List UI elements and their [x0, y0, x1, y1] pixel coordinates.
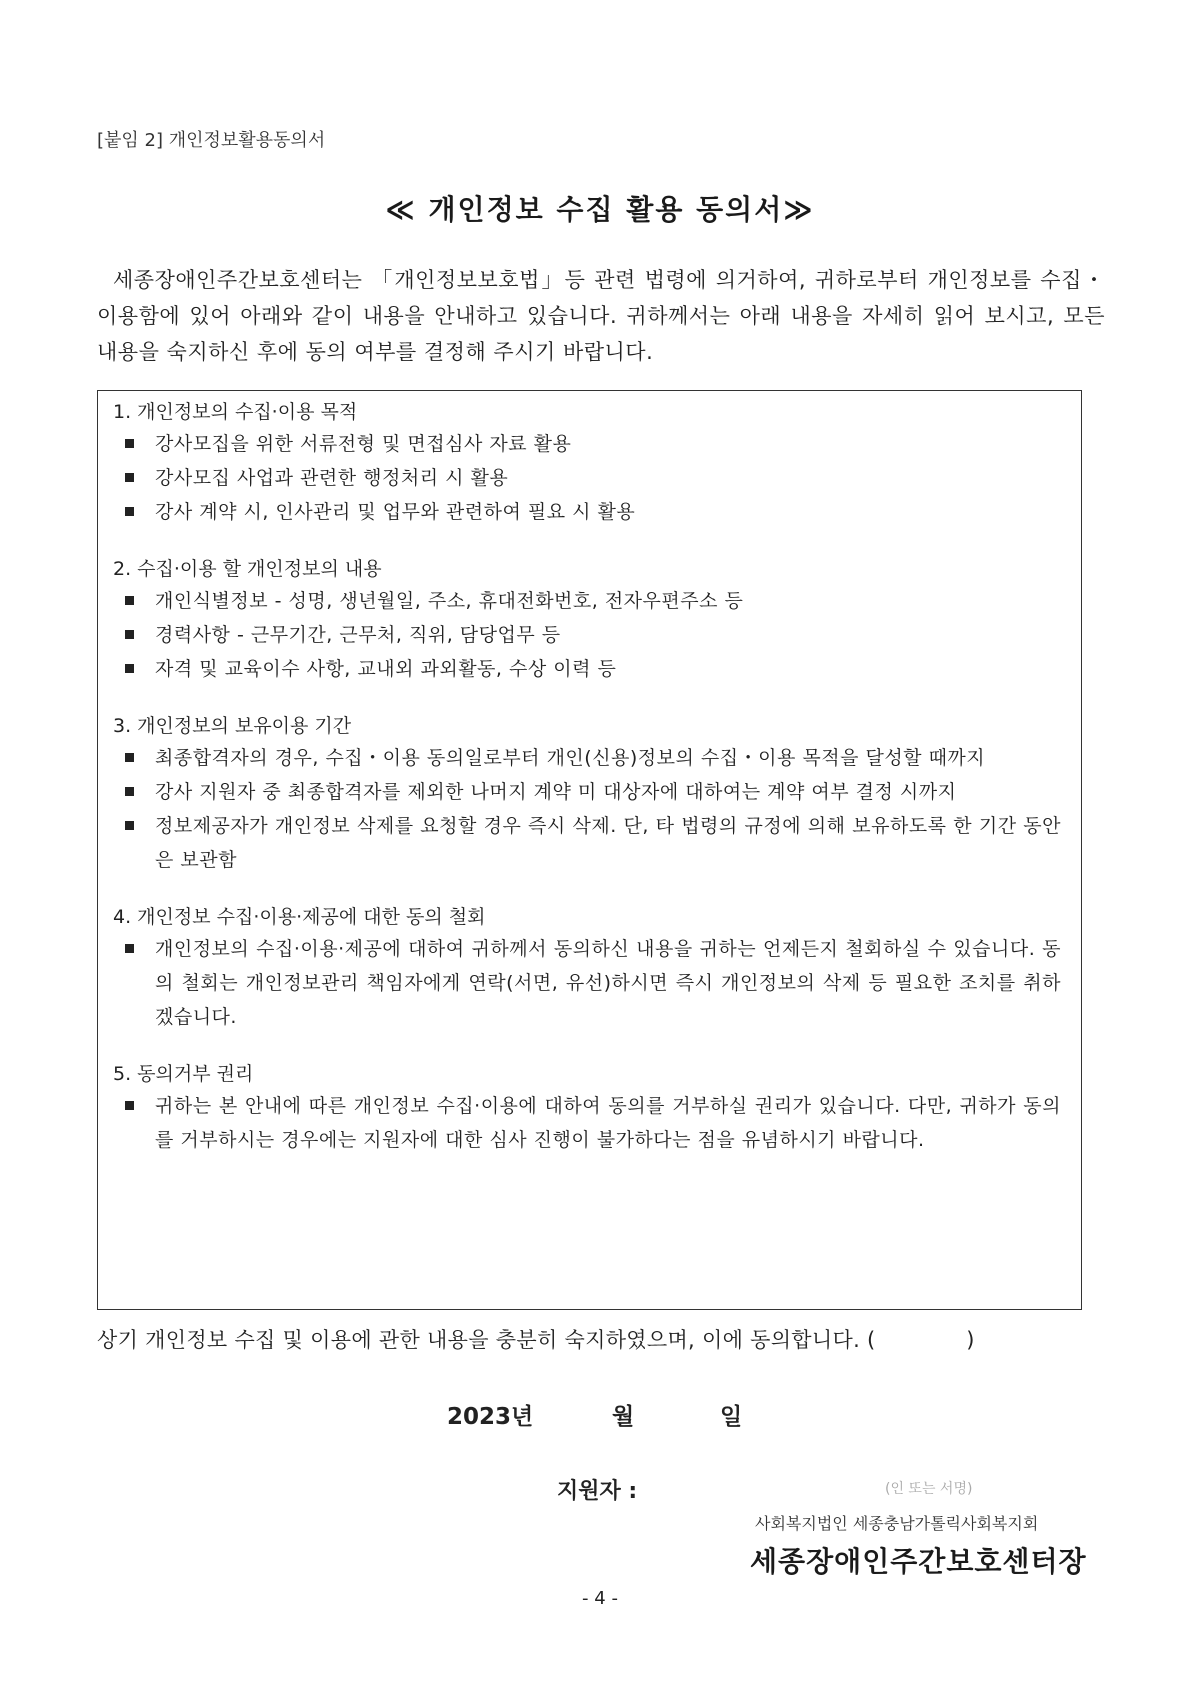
list-item: 최종합격자의 경우, 수집・이용 동의일로부터 개인(신용)정보의 수집・이용 목적을 달성할 때까지 — [113, 741, 1061, 775]
attachment-label: [붙임 2] 개인정보활용동의서 — [97, 130, 326, 151]
bullet-icon — [113, 495, 155, 529]
list-item: 개인식별정보 - 성명, 생년월일, 주소, 휴대전화번호, 전자우편주소 등 — [113, 584, 1061, 618]
agreement-statement: 상기 개인정보 수집 및 이용에 관한 내용을 충분히 숙지하였으며, 이에 동의합니다. ( ) — [97, 1328, 975, 1352]
bullet-icon — [113, 618, 155, 652]
bullet-icon — [113, 1089, 155, 1157]
date-day[interactable]: 일 — [720, 1404, 743, 1430]
list-item: 개인정보의 수집·이용·제공에 대하여 귀하께서 동의하신 내용을 귀하는 언제든지 철회하실 수 있습니다. 동의 철회는 개인정보관리 책임자에게 연락(서면, 유선)하시면 즉시 개인정보의 삭제 등 필요한 조치를 취하겠습니다. — [113, 932, 1061, 1034]
page-title: ≪ 개인정보 수집 활용 동의서≫ — [385, 193, 815, 226]
section-heading: 4. 개인정보 수집·이용·제공에 대한 동의 철회 — [113, 906, 486, 928]
bullet-icon — [113, 427, 155, 461]
intro-paragraph: 세종장애인주간보호센터는 「개인정보보호법」등 관련 법령에 의거하여, 귀하로부터 개인정보를 수집・이용함에 있어 아래와 같이 내용을 안내하고 있습니다. 귀하께서는 아래 내용을 자세히 읽어 보시고, 모든 내용을 숙지하신 후에 동의 여부를 결정해 주시기 바랍니다. — [97, 268, 1105, 364]
list-item: 자격 및 교육이수 사항, 교내외 과외활동, 수상 이력 등 — [113, 652, 1061, 686]
section-retention — [113, 711, 1061, 877]
consent-details-box — [97, 390, 1082, 1310]
list-item: 경력사항 - 근무기간, 근무처, 직위, 담당업무 등 — [113, 618, 1061, 652]
applicant-label: 지원자 : — [557, 1479, 638, 1504]
bullet-icon — [113, 775, 155, 809]
bullet-icon — [113, 652, 155, 686]
signature-field[interactable]: (인 또는 서명) — [885, 1481, 973, 1497]
list-item: 귀하는 본 안내에 따른 개인정보 수집·이용에 대하여 동의를 거부하실 권리가 있습니다. 다만, 귀하가 동의를 거부하시는 경우에는 지원자에 대한 심사 진행이 불가하다는 점을 유념하시기 바랍니다. — [113, 1089, 1061, 1157]
list-item: 강사 계약 시, 인사관리 및 업무와 관련하여 필요 시 활용 — [113, 495, 1061, 529]
section-refusal-right — [113, 1059, 1061, 1157]
section-withdrawal — [113, 902, 1061, 1034]
date-month[interactable]: 월 — [612, 1404, 635, 1430]
page-number: - 4 - — [582, 1588, 618, 1609]
bullet-icon — [113, 932, 155, 1034]
section-heading: 5. 동의거부 권리 — [113, 1063, 254, 1085]
agreement-checkbox[interactable]: ( ) — [867, 1328, 975, 1352]
bullet-icon — [113, 461, 155, 495]
bullet-icon — [113, 741, 155, 775]
corporation-name: 사회복지법인 세종충남가톨릭사회복지회 — [755, 1514, 1039, 1533]
bullet-icon — [113, 584, 155, 618]
date-year: 2023년 — [447, 1404, 534, 1430]
center-head-name: 세종장애인주간보호센터장 — [750, 1545, 1087, 1578]
section-heading: 2. 수집·이용 할 개인정보의 내용 — [113, 558, 382, 580]
section-purpose — [113, 397, 1061, 529]
bullet-icon — [113, 809, 155, 877]
list-item: 정보제공자가 개인정보 삭제를 요청할 경우 즉시 삭제. 단, 타 법령의 규정에 의해 보유하도록 한 기간 동안은 보관함 — [113, 809, 1061, 877]
list-item: 강사모집을 위한 서류전형 및 면접심사 자료 활용 — [113, 427, 1061, 461]
section-heading: 1. 개인정보의 수집·이용 목적 — [113, 401, 358, 423]
section-contents — [113, 554, 1061, 686]
section-heading: 3. 개인정보의 보유이용 기간 — [113, 715, 352, 737]
list-item: 강사모집 사업과 관련한 행정처리 시 활용 — [113, 461, 1061, 495]
list-item: 강사 지원자 중 최종합격자를 제외한 나머지 계약 미 대상자에 대하여는 계약 여부 결정 시까지 — [113, 775, 1061, 809]
